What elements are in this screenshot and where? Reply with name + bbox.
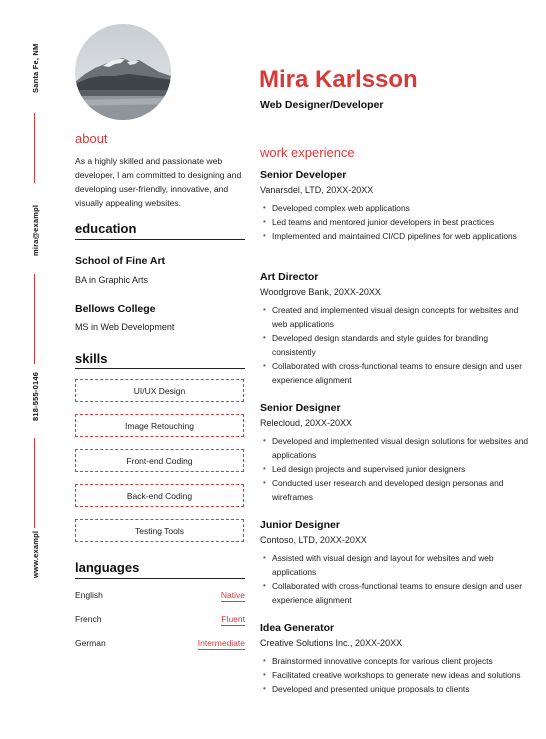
divider-line [34, 438, 35, 528]
language-row [75, 590, 245, 604]
location-text: Santa Fe, NM [31, 43, 40, 93]
job-bullet: • Conducted user research and developed design personas and wireframes [260, 476, 530, 504]
job-entry [260, 271, 530, 387]
language-name: English [75, 590, 103, 600]
job-company: Vanarsdel, LTD, 20XX-20XX [260, 185, 374, 195]
language-row [75, 638, 245, 652]
job-bullet: • Collaborated with cross-functional teams to ensure design and user experience alignment [260, 359, 530, 387]
job-title: Idea Generator [260, 622, 335, 634]
job-bullets [260, 434, 530, 504]
job-company: Relecloud, 20XX-20XX [260, 418, 353, 428]
job-entry [260, 169, 530, 243]
language-level: Native [220, 590, 245, 600]
job-bullet: • Developed design standards and style guides for branding consistently [260, 331, 530, 359]
job-bullet: • Implemented and maintained CI/CD pipelines for web applications [260, 229, 530, 243]
job-bullet: • Brainstormed innovative concepts for various client projects [260, 654, 530, 668]
job-title: Junior Designer [260, 519, 340, 531]
education-degree: BA in Graphic Arts [75, 275, 149, 285]
language-name: French [75, 614, 102, 624]
job-bullet: • Created and implemented visual design concepts for websites and web applications [260, 303, 530, 331]
skill-tag: Testing Tools [75, 519, 244, 542]
job-company: Creative Solutions Inc., 20XX-20XX [260, 638, 403, 648]
skill-tag: Front-end Coding [75, 449, 244, 472]
language-level: Intermediate [197, 638, 245, 648]
section-divider [75, 368, 245, 369]
section-divider [75, 239, 245, 240]
job-entry [260, 519, 530, 607]
education-heading: education [75, 221, 137, 236]
job-bullet: • Developed and presented unique proposals to clients [260, 682, 530, 696]
job-bullet: • Led teams and mentored junior developers in best practices [260, 215, 530, 229]
experience-heading: work experience [260, 145, 355, 160]
about-heading: about [75, 131, 108, 146]
email-link[interactable]: mira@exampl [31, 204, 40, 256]
job-bullets [260, 303, 530, 387]
phone-text: 818-555-0146 [31, 371, 40, 421]
divider-line [34, 274, 35, 364]
job-bullet: • Assisted with visual design and layout for websites and web applications [260, 551, 530, 579]
job-bullet: • Facilitated creative workshops to generate new ideas and solutions [260, 668, 530, 682]
job-bullets [260, 551, 530, 607]
languages-heading: languages [75, 560, 140, 575]
job-bullets [260, 201, 530, 243]
about-text: As a highly skilled and passionate web developer, I am committed to designing and developing user-friendly, innovative, and visually appealing websites. [75, 156, 242, 208]
education-school: Bellows College [75, 303, 156, 315]
profile-photo [75, 24, 171, 120]
website-link[interactable]: www.exampl [31, 530, 40, 578]
job-company: Contoso, LTD, 20XX-20XX [260, 535, 367, 545]
language-level: Fluent [221, 614, 245, 624]
skills-heading: skills [75, 351, 108, 366]
full-name: Mira Karlsson [259, 66, 418, 93]
skill-tag: UI/UX Design [75, 379, 244, 402]
skill-tag: Back-end Coding [75, 484, 244, 507]
job-bullet: • Led design projects and supervised junior designers [260, 462, 530, 476]
job-title: Art Director [260, 271, 319, 283]
job-title: Senior Developer [260, 169, 347, 181]
job-entry [260, 402, 530, 504]
language-row [75, 614, 245, 628]
education-school: School of Fine Art [75, 255, 166, 267]
job-company: Woodgrove Bank, 20XX-20XX [260, 287, 381, 297]
divider-line [34, 113, 35, 183]
job-bullet: • Developed complex web applications [260, 201, 530, 215]
skill-tag: Image Retouching [75, 414, 244, 437]
job-bullets [260, 654, 530, 696]
job-title: Senior Designer [260, 402, 341, 414]
job-role: Web Designer/Developer [260, 99, 384, 111]
education-degree: MS in Web Development [75, 322, 175, 332]
section-divider [75, 578, 245, 579]
language-name: German [75, 638, 106, 648]
job-entry [260, 622, 530, 696]
job-bullet: • Collaborated with cross-functional teams to ensure design and user experience alignment [260, 579, 530, 607]
job-bullet: • Developed and implemented visual design solutions for websites and applications [260, 434, 530, 462]
